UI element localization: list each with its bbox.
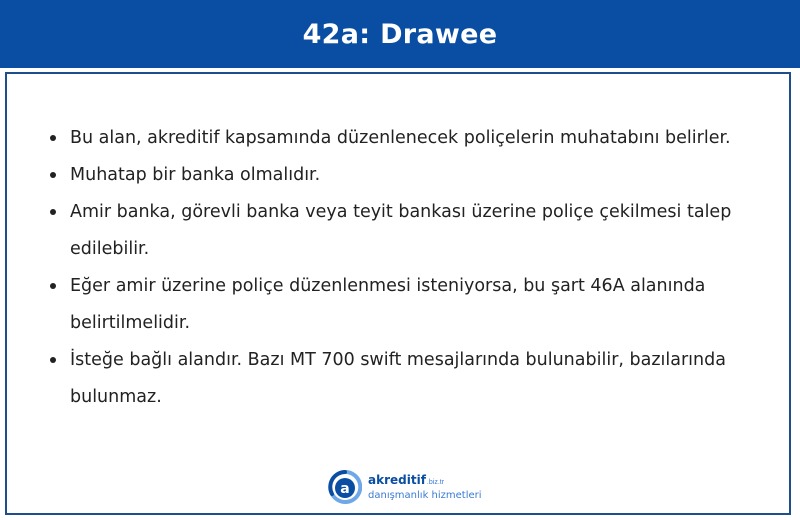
bullet-text: Eğer amir üzerine poliçe düzenlenmesi isteniyorsa, bu şart 46A alanında belirtilmelidir.: [70, 276, 706, 333]
logo-tld: .biz.tr: [426, 478, 445, 486]
logo-a-icon: [328, 470, 362, 504]
bullet-icon: [50, 135, 56, 141]
brand-logo: [328, 470, 482, 504]
list-item: [48, 194, 768, 268]
list-item: [48, 157, 768, 194]
bullet-text: İsteğe bağlı alandır. Bazı MT 700 swift mesajlarında bulunabilir, bazılarında bulunmaz.: [70, 350, 726, 407]
list-item: [48, 120, 768, 157]
bullet-icon: [50, 172, 56, 178]
bullet-icon: [50, 283, 56, 289]
bullet-icon: [50, 357, 56, 363]
list-item: [48, 342, 768, 416]
logo-text: [368, 474, 482, 501]
title-bar: [0, 0, 800, 68]
bullet-icon: [50, 209, 56, 215]
svg-text:a: a: [340, 481, 350, 497]
list-item: [48, 268, 768, 342]
bullet-list: [48, 120, 768, 416]
bullet-text: Muhatap bir banka olmalıdır.: [70, 165, 321, 185]
page-title: 42a: Drawee: [302, 18, 498, 50]
logo-subtitle: danışmanlık hizmetleri: [368, 489, 482, 501]
bullet-text: Bu alan, akreditif kapsamında düzenlenecek poliçelerin muhatabını belirler.: [70, 128, 731, 148]
logo-brand: akreditif: [368, 472, 426, 487]
bullet-text: Amir banka, görevli banka veya teyit bankası üzerine poliçe çekilmesi talep edilebilir.: [70, 202, 732, 259]
